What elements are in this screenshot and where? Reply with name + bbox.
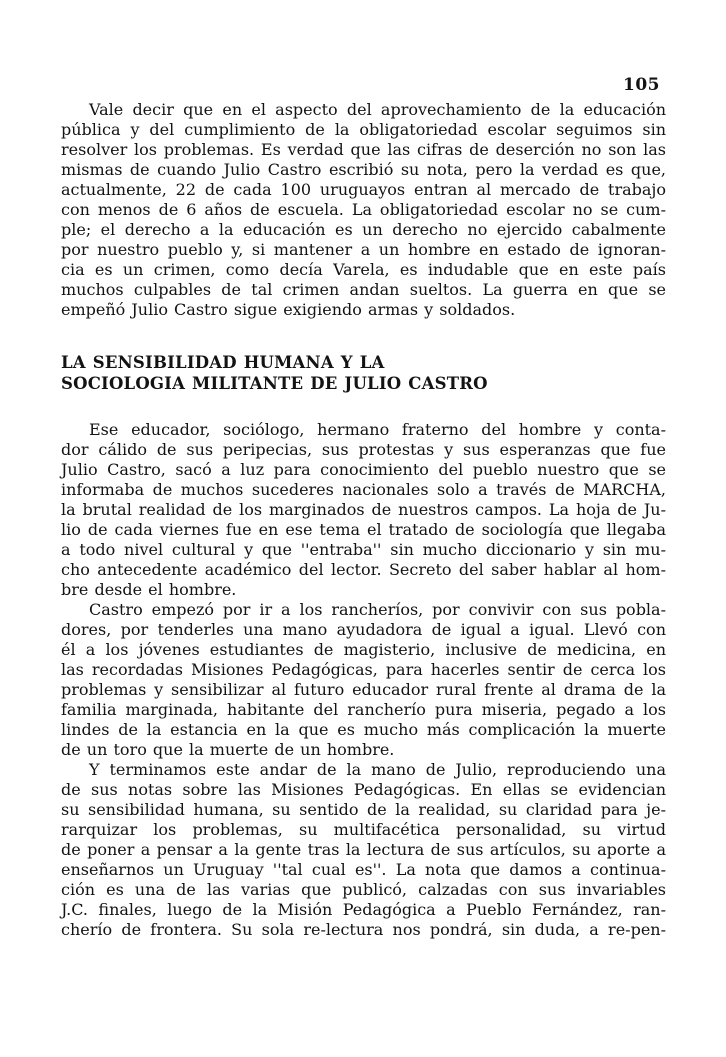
paragraph [61,100,666,320]
text-line: muchos culpables de tal crimen andan sueltos. La guerra en que se [61,280,666,299]
text-line: lindes de la estancia en la que es mucho más complicación la muerte [61,720,666,739]
page-content [61,100,666,940]
text-line: Julio Castro, sacó a luz para conocimiento del pueblo nuestro que se [61,460,666,479]
paragraph [61,420,666,600]
text-line: bre desde el hombre. [61,580,237,599]
heading-line: LA SENSIBILIDAD HUMANA Y LA [61,353,385,372]
text-line: pública y del cumplimiento de la obligatoriedad escolar seguimos sin [61,120,666,139]
text-line: actualmente, 22 de cada 100 uruguayos entran al mercado de trabajo [61,180,666,199]
section-heading [61,352,666,394]
text-line: la brutal realidad de los marginados de nuestros campos. La hoja de Ju- [61,500,666,519]
text-line: cia es un crimen, como decía Varela, es indudable que en este país [61,260,666,279]
text-line: enseñarnos un Uruguay ''tal cual es''. La nota que damos a continua- [61,860,666,879]
text-line: mismas de cuando Julio Castro escribió su nota, pero la verdad es que, [61,160,666,179]
text-line: lio de cada viernes fue en ese tema el tratado de sociología que llegaba [61,520,666,539]
text-line: resolver los problemas. Es verdad que las cifras de deserción no son las [61,140,666,159]
text-line: J.C. finales, luego de la Misión Pedagógica a Pueblo Fernández, ran- [61,900,666,919]
text-line: problemas y sensibilizar al futuro educador rural frente al drama de la [61,680,666,699]
text-line: de un toro que la muerte de un hombre. [61,740,395,759]
text-line: de poner a pensar a la gente tras la lectura de sus artículos, su aporte a [61,840,666,859]
text-line: informaba de muchos sucederes nacionales solo a través de MARCHA, [61,480,666,499]
text-line: ple; el derecho a la educación es un derecho no ejercido cabalmente [61,220,666,239]
text-line: a todo nivel cultural y que ''entraba'' sin mucho diccionario y sin mu- [61,540,666,559]
text-line: empeñó Julio Castro sigue exigiendo armas y soldados. [61,300,516,319]
text-line: Castro empezó por ir a los rancheríos, por convivir con sus pobla- [89,600,666,619]
paragraph [61,600,666,760]
text-line: rarquizar los problemas, su multifacética personalidad, su virtud [61,820,666,839]
text-line: de sus notas sobre las Misiones Pedagógicas. En ellas se evidencian [61,780,666,799]
text-line: familia marginada, habitante del rancherío pura miseria, pegado a los [61,700,666,719]
text-line: cherío de frontera. Su sola re-lectura nos pondrá, sin duda, a re-pen- [61,920,666,939]
text-line: él a los jóvenes estudiantes de magisterio, inclusive de medicina, en [61,640,666,659]
text-line: con menos de 6 años de escuela. La obligatoriedad escolar no se cum- [61,200,666,219]
text-line: las recordadas Misiones Pedagógicas, para hacerles sentir de cerca los [61,660,666,679]
text-line: dores, por tenderles una mano ayudadora de igual a igual. Llevó con [61,620,666,639]
text-line: dor cálido de sus peripecias, sus protestas y sus esperanzas que fue [61,440,666,459]
text-line: Ese educador, sociólogo, hermano fraterno del hombre y conta- [89,420,666,439]
text-line: por nuestro pueblo y, si mantener a un hombre en estado de ignoran- [61,240,666,259]
paragraph [61,760,666,940]
text-line: su sensibilidad humana, su sentido de la realidad, su claridad para je- [61,800,666,819]
text-line: cho antecedente académico del lector. Secreto del saber hablar al hom- [61,560,666,579]
text-line: ción es una de las varias que publicó, calzadas con sus invariables [61,880,666,899]
text-line: Y terminamos este andar de la mano de Julio, reproduciendo una [89,760,666,779]
heading-line: SOCIOLOGIA MILITANTE DE JULIO CASTRO [61,374,488,393]
text-line: Vale decir que en el aspecto del aprovechamiento de la educación [89,100,666,119]
page-number: 105 [623,75,660,95]
